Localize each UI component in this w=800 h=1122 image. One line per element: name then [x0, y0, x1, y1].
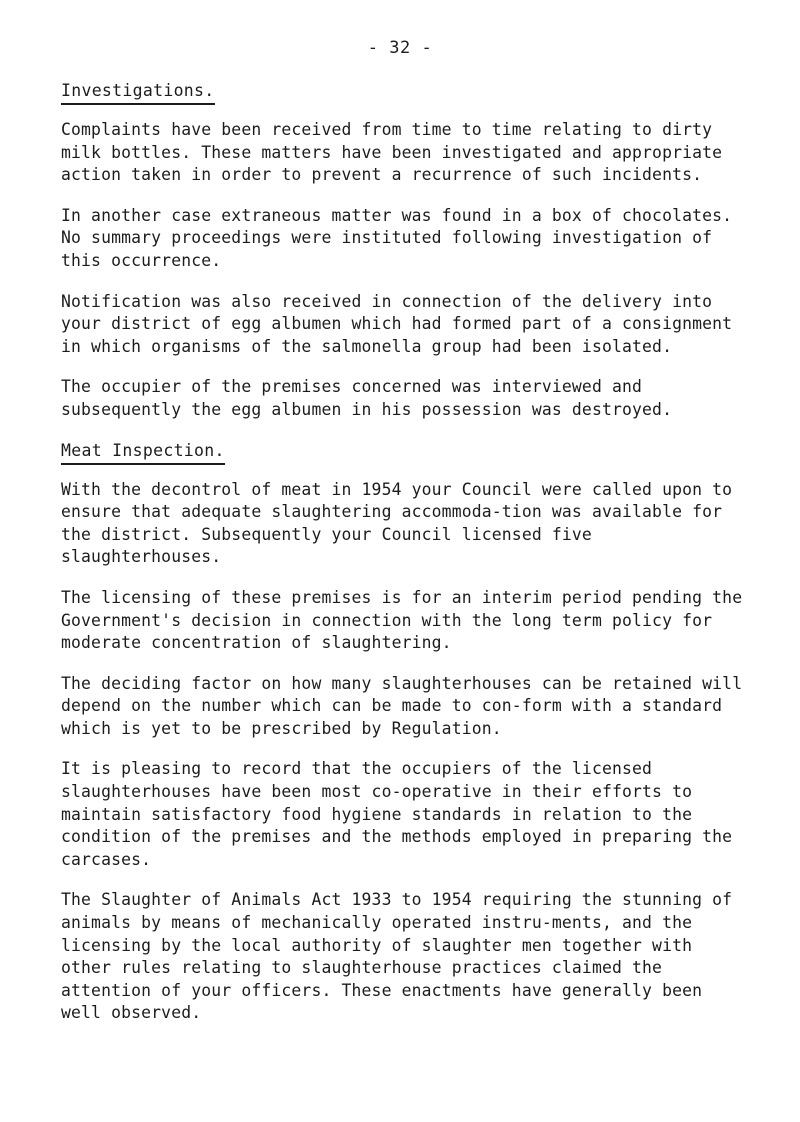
document-body — [61, 80, 751, 1043]
section-heading-meat-inspection: Meat Inspection. — [61, 440, 225, 465]
paragraph-deciding-factor: The deciding factor on how many slaughterhouses can be retained will depend on the number which can be made to con-form with a standard which is yet to be prescribed by Regulation. — [61, 673, 743, 738]
page-number: - 32 - — [367, 38, 433, 58]
paragraph-milk-bottles: Complaints have been received from time to time relating to dirty milk bottles. These matters have been investigated and appropriate action taken in order to prevent a recurrence of such incidents. — [61, 120, 723, 185]
paragraph-chocolates: In another case extraneous matter was found in a box of chocolates. No summary proceedings were instituted following investigation of this occurrence. — [61, 205, 733, 270]
paragraph-slaughter-act: The Slaughter of Animals Act 1933 to 1954 requiring the stunning of animals by means of mechanically operated instru-ments, and the licensing by the local authority of slaughter men together with other rules relating to slaughterhouse practices claimed the attention of your officers. These enactments have generally been well observed. — [61, 890, 733, 1023]
paragraph-egg-albumen-notification: Notification was also received in connection of the delivery into your district of egg albumen which had formed part of a consignment in which organisms of the salmonella group had been isolated. — [61, 291, 733, 356]
section-meat-inspection — [61, 440, 751, 475]
paragraph-egg-albumen-destroyed: The occupier of the premises concerned was interviewed and subsequently the egg albumen in his possession was destroyed. — [61, 377, 673, 419]
paragraph-occupiers: It is pleasing to record that the occupiers of the licensed slaughterhouses have been most co-operative in their efforts to maintain satisfactory food hygiene standards in relation to the condition of the premises and the methods employed in preparing the carcases. — [61, 759, 733, 869]
paragraph-decontrol: With the decontrol of meat in 1954 your Council were called upon to ensure that adequate slaughtering accommoda-tion was available for the district. Subsequently your Council licensed five slaughterhouses. — [61, 479, 733, 567]
section-heading-investigations: Investigations. — [61, 80, 215, 105]
paragraph-licensing: The licensing of these premises is for an interim period pending the Government's decision in connection with the long term policy for moderate concentration of slaughtering. — [61, 587, 743, 653]
section-investigations — [61, 80, 751, 115]
